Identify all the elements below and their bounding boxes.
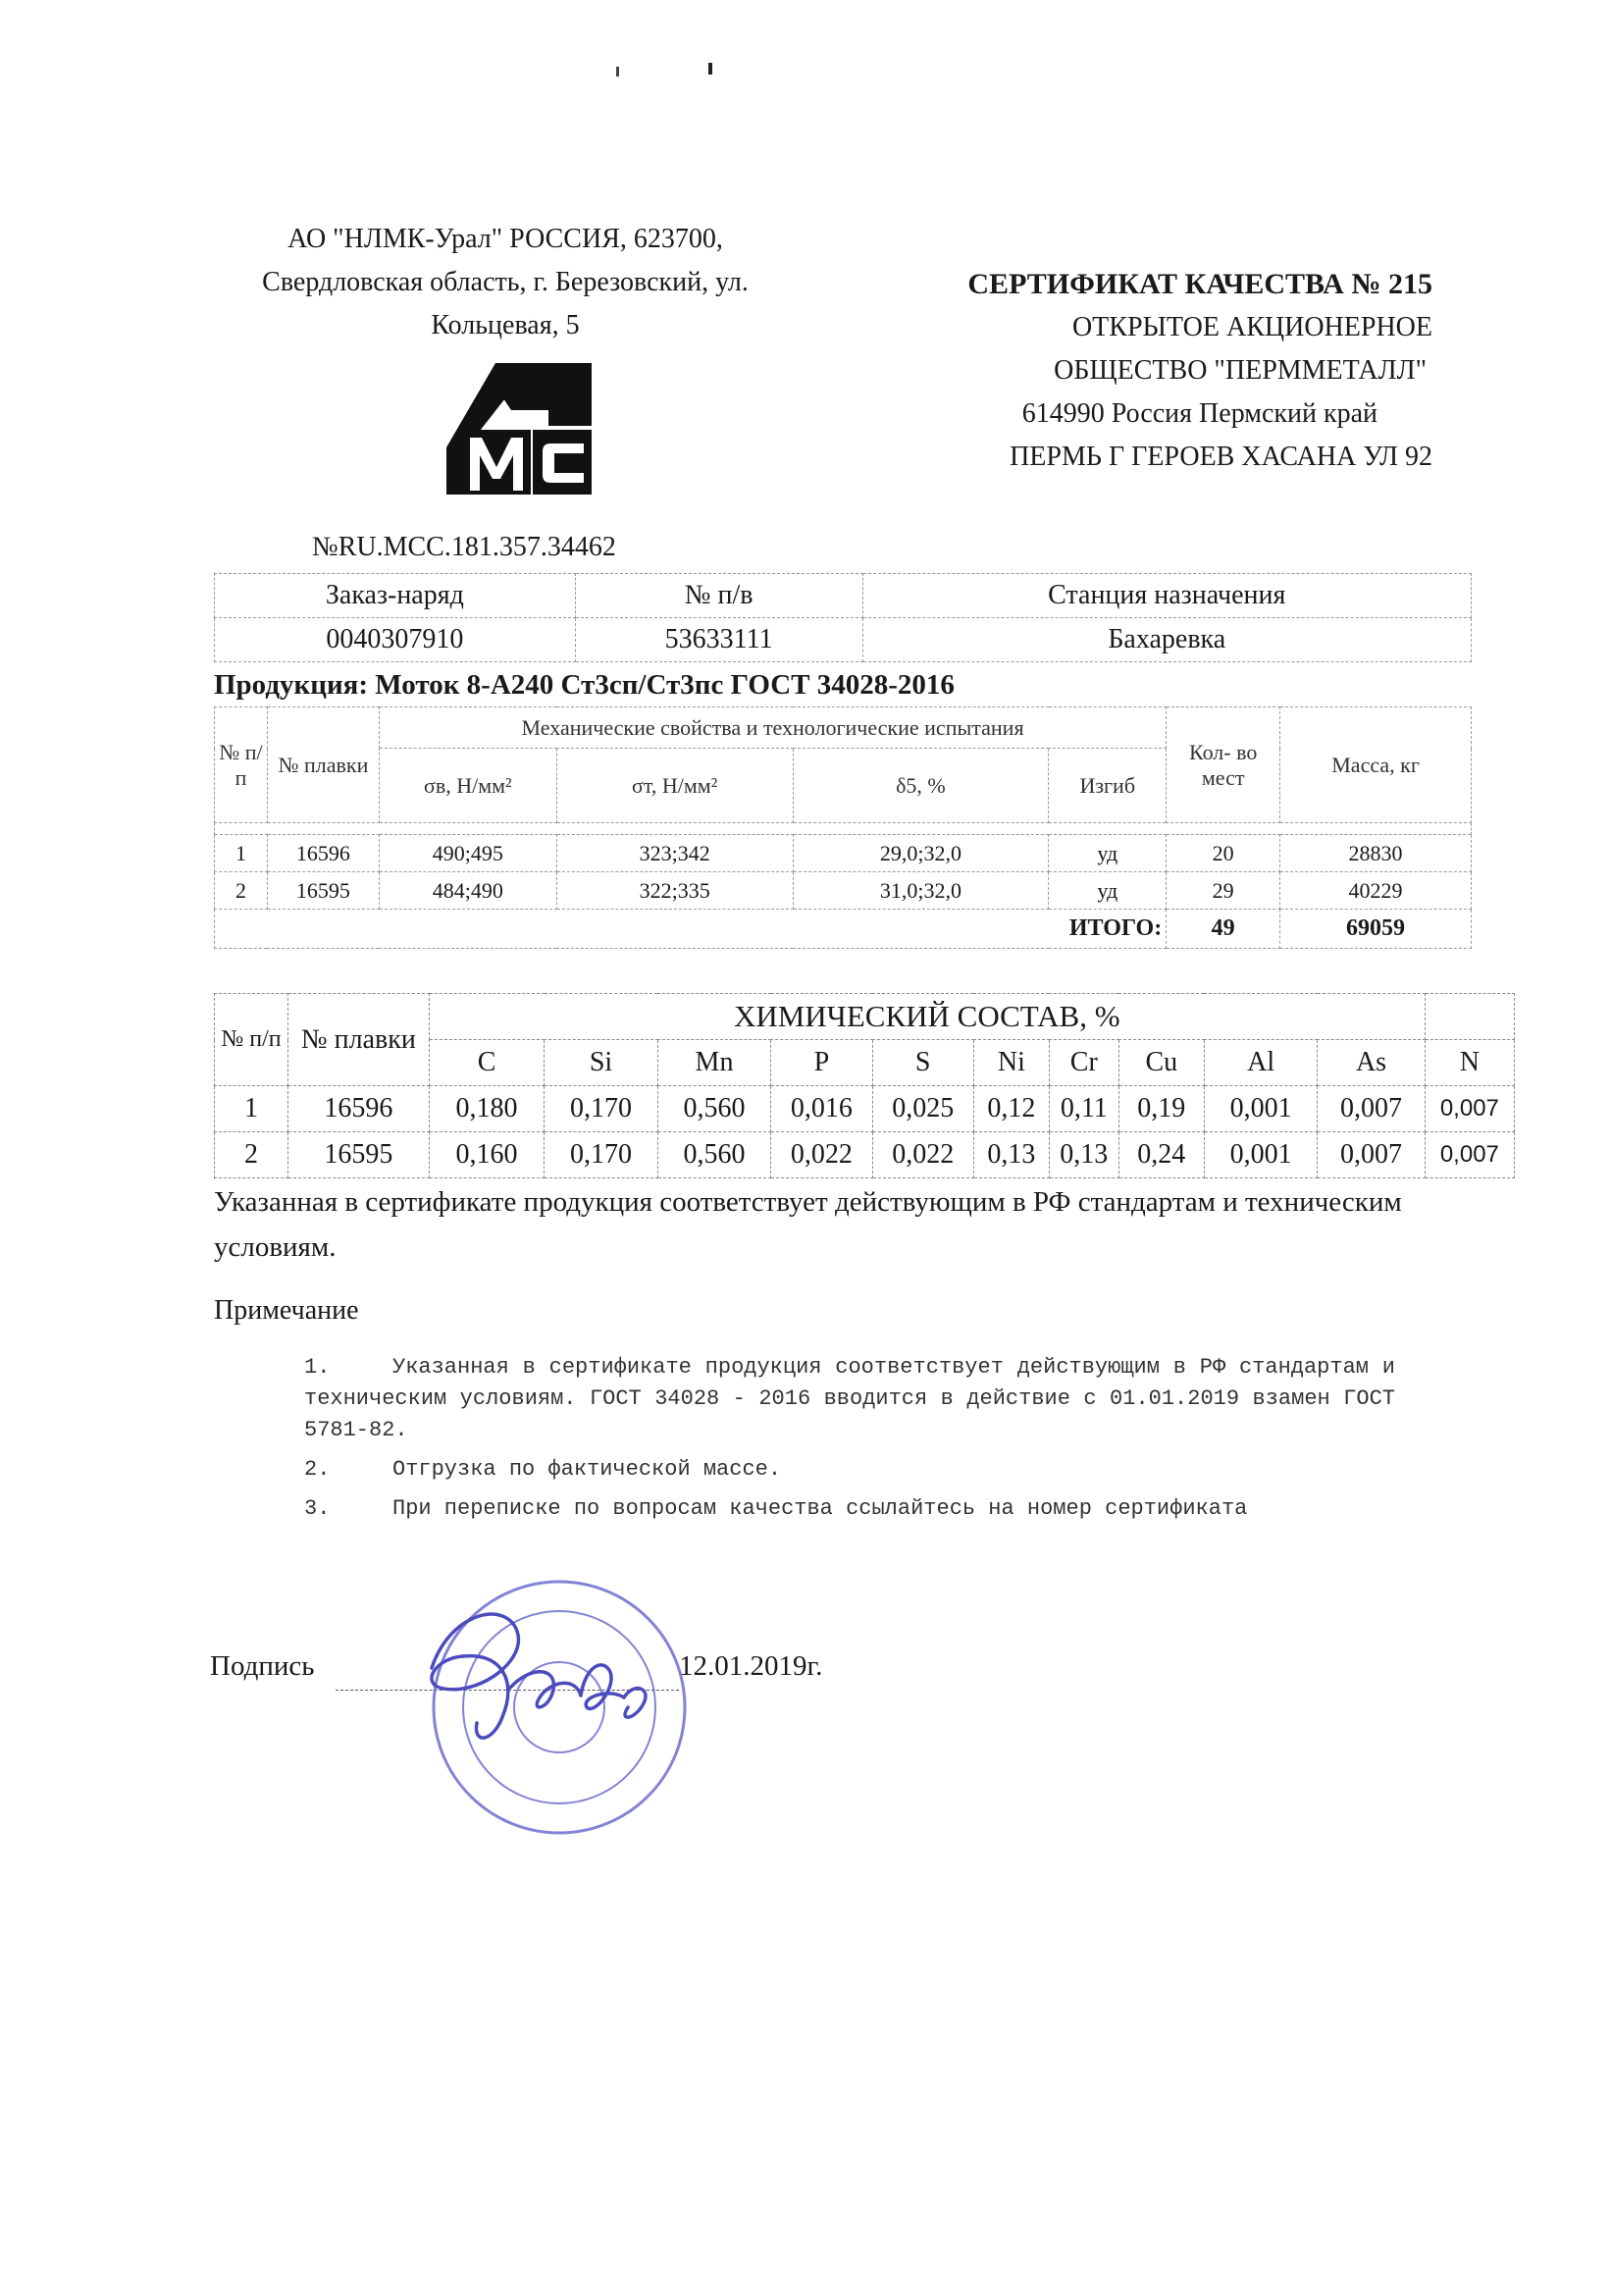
row-sigma-t: 322;335 xyxy=(556,872,793,910)
row-sigma-b: 490;495 xyxy=(379,835,556,872)
mechanical-group-header: Механические свойства и технологические испытания xyxy=(379,707,1166,749)
element-value: 0,007 xyxy=(1318,1132,1425,1178)
table-row xyxy=(215,872,1472,910)
col-header-heat: № плавки xyxy=(267,707,379,823)
element-value: 0,24 xyxy=(1118,1132,1204,1178)
sender-block xyxy=(186,218,824,347)
row-delta: 31,0;32,0 xyxy=(793,872,1049,910)
element-value: 0,001 xyxy=(1204,1086,1317,1132)
row-number: 2 xyxy=(215,1132,288,1178)
row-delta: 29,0;32,0 xyxy=(793,835,1049,872)
row-heat: 16595 xyxy=(287,1132,429,1178)
list-item xyxy=(304,1454,1395,1486)
element-value: 0,12 xyxy=(973,1086,1049,1132)
order-value: 53633111 xyxy=(575,618,862,662)
element-value: 0,13 xyxy=(1049,1132,1118,1178)
signature-label: Подпись xyxy=(210,1650,315,1682)
note-number: 2. xyxy=(304,1457,331,1482)
note-text: Указанная в сертификате продукция соответствует действующим в РФ стандартам и техническим условиям. ГОСТ 34028 - 2016 вводится в действие с 01.01.2019 взамен ГОСТ 5781-82. xyxy=(304,1355,1395,1442)
element-header: Mn xyxy=(657,1040,770,1086)
note-text: При переписке по вопросам качества ссылайтесь на номер сертификата xyxy=(392,1496,1248,1521)
chemical-title: ХИМИЧЕСКИЙ СОСТАВ, % xyxy=(429,994,1425,1040)
row-bend: уд xyxy=(1049,872,1167,910)
note-number: 3. xyxy=(304,1496,331,1521)
table-row xyxy=(215,835,1472,872)
element-header: Cr xyxy=(1049,1040,1118,1086)
total-row xyxy=(215,910,1472,949)
order-value: 0040307910 xyxy=(215,618,576,662)
col-header-number: № п/п xyxy=(215,994,288,1086)
note-text: Отгрузка по фактической массе. xyxy=(392,1457,782,1482)
element-value: 0,11 xyxy=(1049,1086,1118,1132)
compliance-statement: Указанная в сертификате продукция соответствует действующим в РФ стандартам и техническим условиям. xyxy=(214,1186,1402,1263)
row-bend: уд xyxy=(1049,835,1167,872)
col-header-sigma-b: σв, Н/мм² xyxy=(379,749,556,823)
recipient-line: ОБЩЕСТВО "ПЕРММЕТАЛЛ" xyxy=(1054,355,1427,386)
recipient-address: 614990 Россия Пермский край xyxy=(1021,398,1377,429)
scan-mark xyxy=(616,67,619,77)
sender-line: Кольцевая, 5 xyxy=(431,310,580,340)
table-row xyxy=(215,1086,1515,1132)
row-mass: 40229 xyxy=(1280,872,1472,910)
element-header: C xyxy=(429,1040,545,1086)
col-header-number: № п/п xyxy=(215,707,268,823)
row-count: 20 xyxy=(1167,835,1280,872)
element-value: 0,007 xyxy=(1318,1086,1425,1132)
element-header: Cu xyxy=(1118,1040,1204,1086)
col-header-count: Кол- во мест xyxy=(1167,707,1280,823)
row-number: 2 xyxy=(215,872,268,910)
recipient-line: ОТКРЫТОЕ АКЦИОНЕРНОЕ xyxy=(1071,312,1432,342)
element-value: 0,007 xyxy=(1425,1086,1514,1132)
notes-title: Примечание xyxy=(214,1295,359,1326)
empty-cell xyxy=(1425,994,1514,1040)
ru-certificate-code: №RU.МСС.181.357.34462 xyxy=(312,532,616,562)
mechanical-properties-table xyxy=(214,706,1472,949)
element-header: S xyxy=(872,1040,973,1086)
element-value: 0,160 xyxy=(429,1132,545,1178)
product-line: Продукция: Моток 8-А240 Ст3сп/Ст3пс ГОСТ 34028-2016 xyxy=(214,669,955,701)
element-value: 0,025 xyxy=(872,1086,973,1132)
order-table xyxy=(214,573,1472,662)
row-heat: 16595 xyxy=(267,872,379,910)
order-header: № п/в xyxy=(575,574,862,618)
recipient-address: ПЕРМЬ Г ГЕРОЕВ ХАСАНА УЛ 92 xyxy=(1010,442,1432,472)
signature-date: 12.01.2019г. xyxy=(679,1650,823,1682)
element-value: 0,001 xyxy=(1204,1132,1317,1178)
element-header: As xyxy=(1318,1040,1425,1086)
element-value: 0,560 xyxy=(657,1132,770,1178)
row-heat: 16596 xyxy=(287,1086,429,1132)
element-header: P xyxy=(771,1040,872,1086)
mc-house-logo-icon xyxy=(446,359,592,495)
sender-line: Свердловская область, г. Березовский, ул. xyxy=(262,267,749,297)
total-label: ИТОГО: xyxy=(215,910,1167,949)
element-value: 0,016 xyxy=(771,1086,872,1132)
company-stamp-icon xyxy=(392,1550,726,1845)
element-value: 0,560 xyxy=(657,1086,770,1132)
col-header-sigma-t: σт, Н/мм² xyxy=(556,749,793,823)
element-header: Al xyxy=(1204,1040,1317,1086)
list-item xyxy=(304,1352,1395,1446)
col-header-bend: Изгиб xyxy=(1049,749,1167,823)
row-number: 1 xyxy=(215,835,268,872)
sender-line: АО "НЛМК-Урал" РОССИЯ, 623700, xyxy=(287,224,723,254)
row-sigma-t: 323;342 xyxy=(556,835,793,872)
col-header-mass: Масса, кг xyxy=(1280,707,1472,823)
certificate-title: СЕРТИФИКАТ КАЧЕСТВА № 215 xyxy=(967,268,1432,300)
order-header: Заказ-наряд xyxy=(215,574,576,618)
chemical-composition-table xyxy=(214,993,1515,1178)
row-heat: 16596 xyxy=(267,835,379,872)
col-header-heat: № плавки xyxy=(287,994,429,1086)
list-item xyxy=(304,1493,1395,1525)
element-value: 0,022 xyxy=(771,1132,872,1178)
table-row xyxy=(215,1132,1515,1178)
row-number: 1 xyxy=(215,1086,288,1132)
element-value: 0,19 xyxy=(1118,1086,1204,1132)
row-sigma-b: 484;490 xyxy=(379,872,556,910)
element-header: Si xyxy=(545,1040,657,1086)
note-number: 1. xyxy=(304,1355,331,1380)
element-value: 0,170 xyxy=(545,1132,657,1178)
row-count: 29 xyxy=(1167,872,1280,910)
element-header: Ni xyxy=(973,1040,1049,1086)
element-header: N xyxy=(1425,1040,1514,1086)
element-value: 0,180 xyxy=(429,1086,545,1132)
col-header-delta: δ5, % xyxy=(793,749,1049,823)
certificate-header xyxy=(863,263,1432,479)
total-count: 49 xyxy=(1167,910,1280,949)
notes-list xyxy=(304,1352,1395,1533)
order-header: Станция назначения xyxy=(862,574,1471,618)
order-value: Бахаревка xyxy=(862,618,1471,662)
element-value: 0,007 xyxy=(1425,1132,1514,1178)
scan-mark xyxy=(708,63,712,75)
total-mass: 69059 xyxy=(1280,910,1472,949)
element-value: 0,022 xyxy=(872,1132,973,1178)
element-value: 0,13 xyxy=(973,1132,1049,1178)
element-value: 0,170 xyxy=(545,1086,657,1132)
row-mass: 28830 xyxy=(1280,835,1472,872)
